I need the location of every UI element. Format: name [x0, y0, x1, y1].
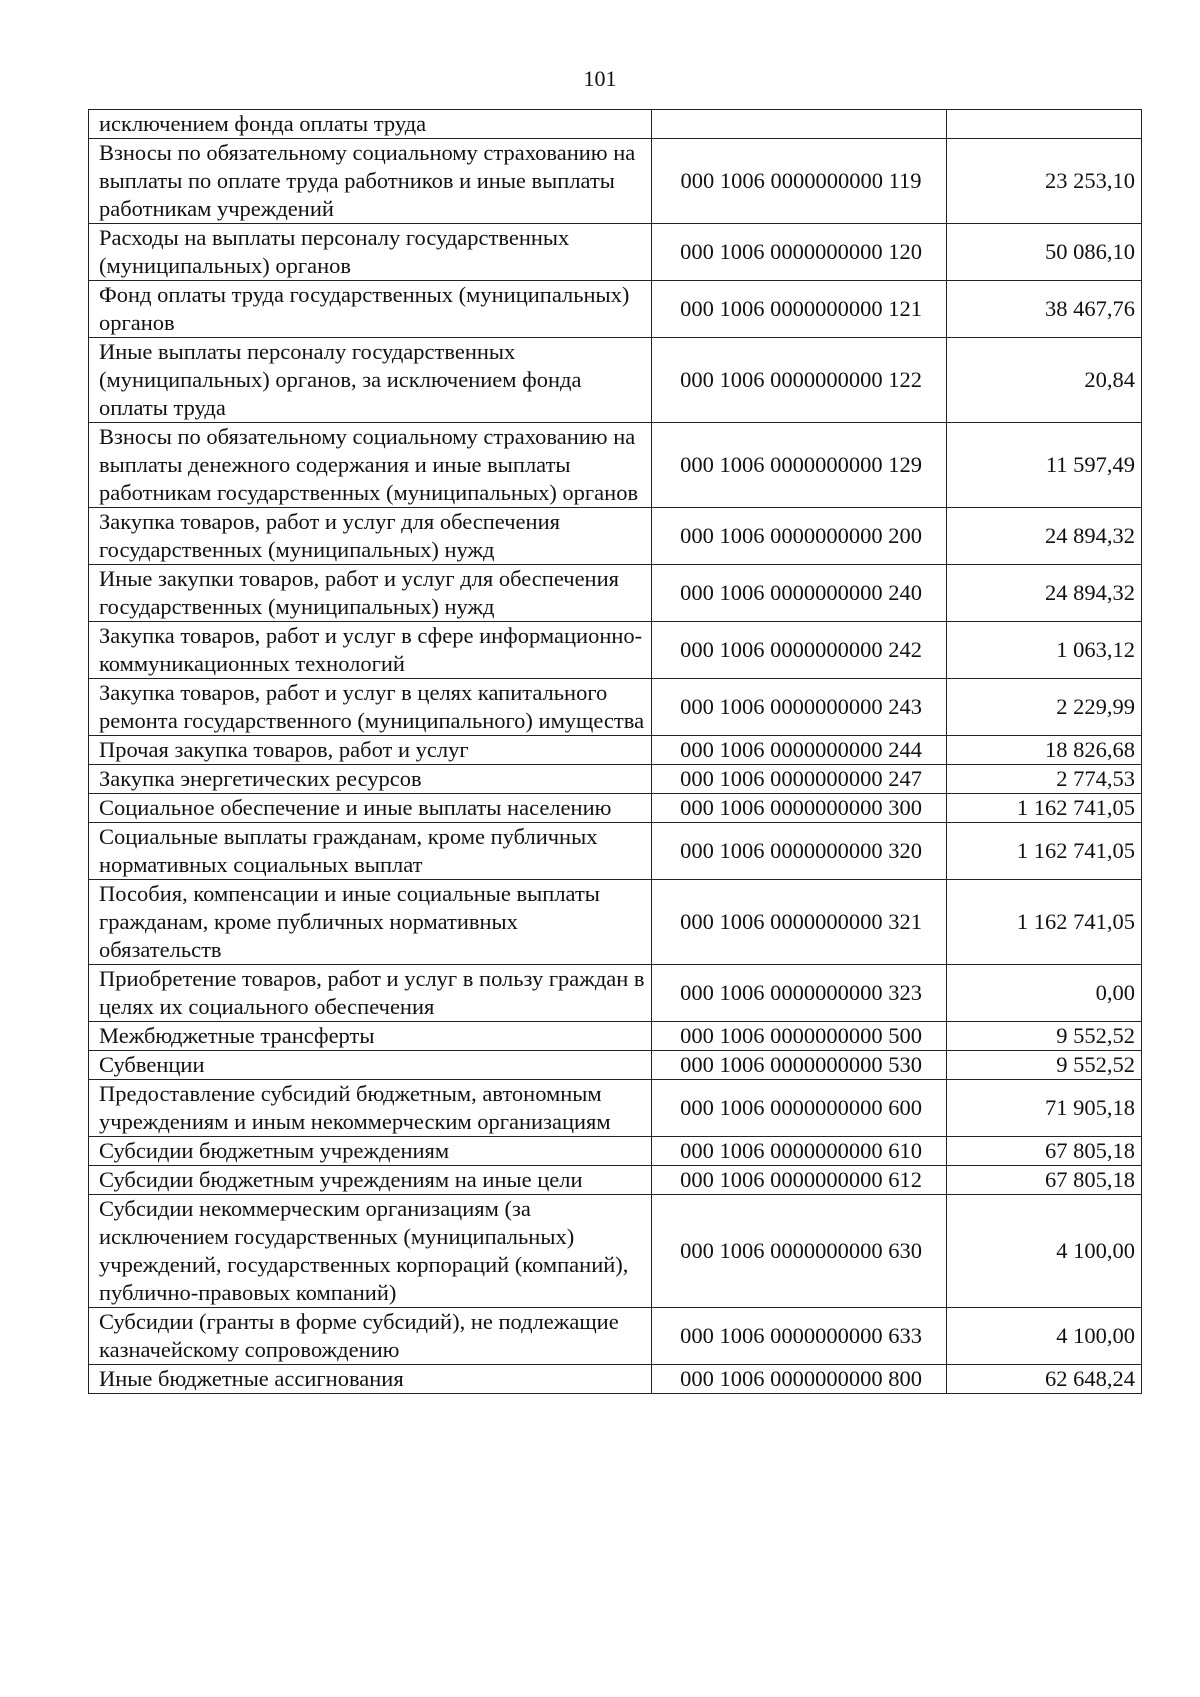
- table-row: [89, 823, 1142, 880]
- table-row: [89, 622, 1142, 679]
- row-amount: 62 648,24: [947, 1365, 1142, 1394]
- table-row: [89, 1166, 1142, 1195]
- table-row: [89, 281, 1142, 338]
- row-name: Субсидии бюджетным учреждениям на иные цели: [89, 1166, 652, 1195]
- row-code: 000 1006 0000000000 633: [652, 1308, 947, 1365]
- table-row: [89, 224, 1142, 281]
- row-code: 000 1006 0000000000 240: [652, 565, 947, 622]
- table-row: [89, 1308, 1142, 1365]
- row-name: Закупка товаров, работ и услуг в целях капитального ремонта государственного (муниципального) имущества: [89, 679, 652, 736]
- table-row: [89, 765, 1142, 794]
- row-code: 000 1006 0000000000 600: [652, 1080, 947, 1137]
- row-amount: 0,00: [947, 965, 1142, 1022]
- row-code: 000 1006 0000000000 244: [652, 736, 947, 765]
- row-amount: 9 552,52: [947, 1022, 1142, 1051]
- row-amount: 67 805,18: [947, 1166, 1142, 1195]
- row-name: Закупка товаров, работ и услуг для обеспечения государственных (муниципальных) нужд: [89, 508, 652, 565]
- row-code: 000 1006 0000000000 243: [652, 679, 947, 736]
- row-name: Иные закупки товаров, работ и услуг для обеспечения государственных (муниципальных) нужд: [89, 565, 652, 622]
- row-name: Социальное обеспечение и иные выплаты населению: [89, 794, 652, 823]
- row-name: Взносы по обязательному социальному страхованию на выплаты по оплате труда работников и иные выплаты работникам учреждений: [89, 139, 652, 224]
- table-row: [89, 1022, 1142, 1051]
- row-code: 000 1006 0000000000 200: [652, 508, 947, 565]
- row-amount: 2 229,99: [947, 679, 1142, 736]
- row-code: 000 1006 0000000000 122: [652, 338, 947, 423]
- row-amount: 24 894,32: [947, 508, 1142, 565]
- row-code: 000 1006 0000000000 800: [652, 1365, 947, 1394]
- table-row: [89, 736, 1142, 765]
- row-code: 000 1006 0000000000 247: [652, 765, 947, 794]
- row-amount: 1 162 741,05: [947, 823, 1142, 880]
- row-name: Пособия, компенсации и иные социальные выплаты гражданам, кроме публичных нормативных обязательств: [89, 880, 652, 965]
- table-row: [89, 423, 1142, 508]
- table-row: [89, 880, 1142, 965]
- row-name: Взносы по обязательному социальному страхованию на выплаты денежного содержания и иные выплаты работникам государственных (муниципальных) органов: [89, 423, 652, 508]
- row-amount: 11 597,49: [947, 423, 1142, 508]
- row-code: 000 1006 0000000000 500: [652, 1022, 947, 1051]
- row-code: 000 1006 0000000000 321: [652, 880, 947, 965]
- row-code: 000 1006 0000000000 129: [652, 423, 947, 508]
- row-code: 000 1006 0000000000 120: [652, 224, 947, 281]
- row-name: Приобретение товаров, работ и услуг в пользу граждан в целях их социального обеспечения: [89, 965, 652, 1022]
- row-name: Расходы на выплаты персоналу государственных (муниципальных) органов: [89, 224, 652, 281]
- row-name: Закупка товаров, работ и услуг в сфере информационно-коммуникационных технологий: [89, 622, 652, 679]
- table-row: [89, 794, 1142, 823]
- table-row: [89, 508, 1142, 565]
- table-row: [89, 110, 1142, 139]
- row-name: исключением фонда оплаты труда: [89, 110, 652, 139]
- row-amount: 4 100,00: [947, 1195, 1142, 1308]
- table-row: [89, 1137, 1142, 1166]
- table-row: [89, 1365, 1142, 1394]
- row-code: 000 1006 0000000000 121: [652, 281, 947, 338]
- row-code: 000 1006 0000000000 530: [652, 1051, 947, 1080]
- row-name: Межбюджетные трансферты: [89, 1022, 652, 1051]
- table-row: [89, 965, 1142, 1022]
- row-amount: [947, 110, 1142, 139]
- row-amount: 67 805,18: [947, 1137, 1142, 1166]
- table-row: [89, 338, 1142, 423]
- row-amount: 18 826,68: [947, 736, 1142, 765]
- row-code: 000 1006 0000000000 323: [652, 965, 947, 1022]
- row-name: Предоставление субсидий бюджетным, автономным учреждениям и иным некоммерческим организациям: [89, 1080, 652, 1137]
- row-amount: 24 894,32: [947, 565, 1142, 622]
- row-amount: 23 253,10: [947, 139, 1142, 224]
- table-row: [89, 139, 1142, 224]
- row-amount: 71 905,18: [947, 1080, 1142, 1137]
- row-code: 000 1006 0000000000 242: [652, 622, 947, 679]
- row-code: 000 1006 0000000000 630: [652, 1195, 947, 1308]
- row-code: 000 1006 0000000000 612: [652, 1166, 947, 1195]
- row-name: Иные бюджетные ассигнования: [89, 1365, 652, 1394]
- row-name: Субвенции: [89, 1051, 652, 1080]
- row-name: Субсидии бюджетным учреждениям: [89, 1137, 652, 1166]
- row-code: 000 1006 0000000000 119: [652, 139, 947, 224]
- row-name: Субсидии некоммерческим организациям (за исключением государственных (муниципальных) учреждений, государственных корпораций (компаний), публично-правовых компаний): [89, 1195, 652, 1308]
- row-amount: 50 086,10: [947, 224, 1142, 281]
- row-code: [652, 110, 947, 139]
- row-amount: 2 774,53: [947, 765, 1142, 794]
- row-name: Социальные выплаты гражданам, кроме публичных нормативных социальных выплат: [89, 823, 652, 880]
- row-amount: 1 063,12: [947, 622, 1142, 679]
- budget-table-body: [89, 110, 1142, 1394]
- table-row: [89, 1195, 1142, 1308]
- row-code: 000 1006 0000000000 320: [652, 823, 947, 880]
- row-code: 000 1006 0000000000 300: [652, 794, 947, 823]
- row-amount: 38 467,76: [947, 281, 1142, 338]
- table-row: [89, 565, 1142, 622]
- table-row: [89, 1051, 1142, 1080]
- row-name: Закупка энергетических ресурсов: [89, 765, 652, 794]
- row-amount: 20,84: [947, 338, 1142, 423]
- row-name: Иные выплаты персоналу государственных (муниципальных) органов, за исключением фонда оплаты труда: [89, 338, 652, 423]
- row-amount: 1 162 741,05: [947, 880, 1142, 965]
- page-number: 101: [583, 66, 617, 91]
- row-amount: 1 162 741,05: [947, 794, 1142, 823]
- row-amount: 9 552,52: [947, 1051, 1142, 1080]
- row-code: 000 1006 0000000000 610: [652, 1137, 947, 1166]
- row-amount: 4 100,00: [947, 1308, 1142, 1365]
- budget-table: [88, 109, 1142, 1394]
- row-name: Субсидии (гранты в форме субсидий), не подлежащие казначейскому сопровождению: [89, 1308, 652, 1365]
- table-row: [89, 679, 1142, 736]
- row-name: Фонд оплаты труда государственных (муниципальных) органов: [89, 281, 652, 338]
- table-row: [89, 1080, 1142, 1137]
- row-name: Прочая закупка товаров, работ и услуг: [89, 736, 652, 765]
